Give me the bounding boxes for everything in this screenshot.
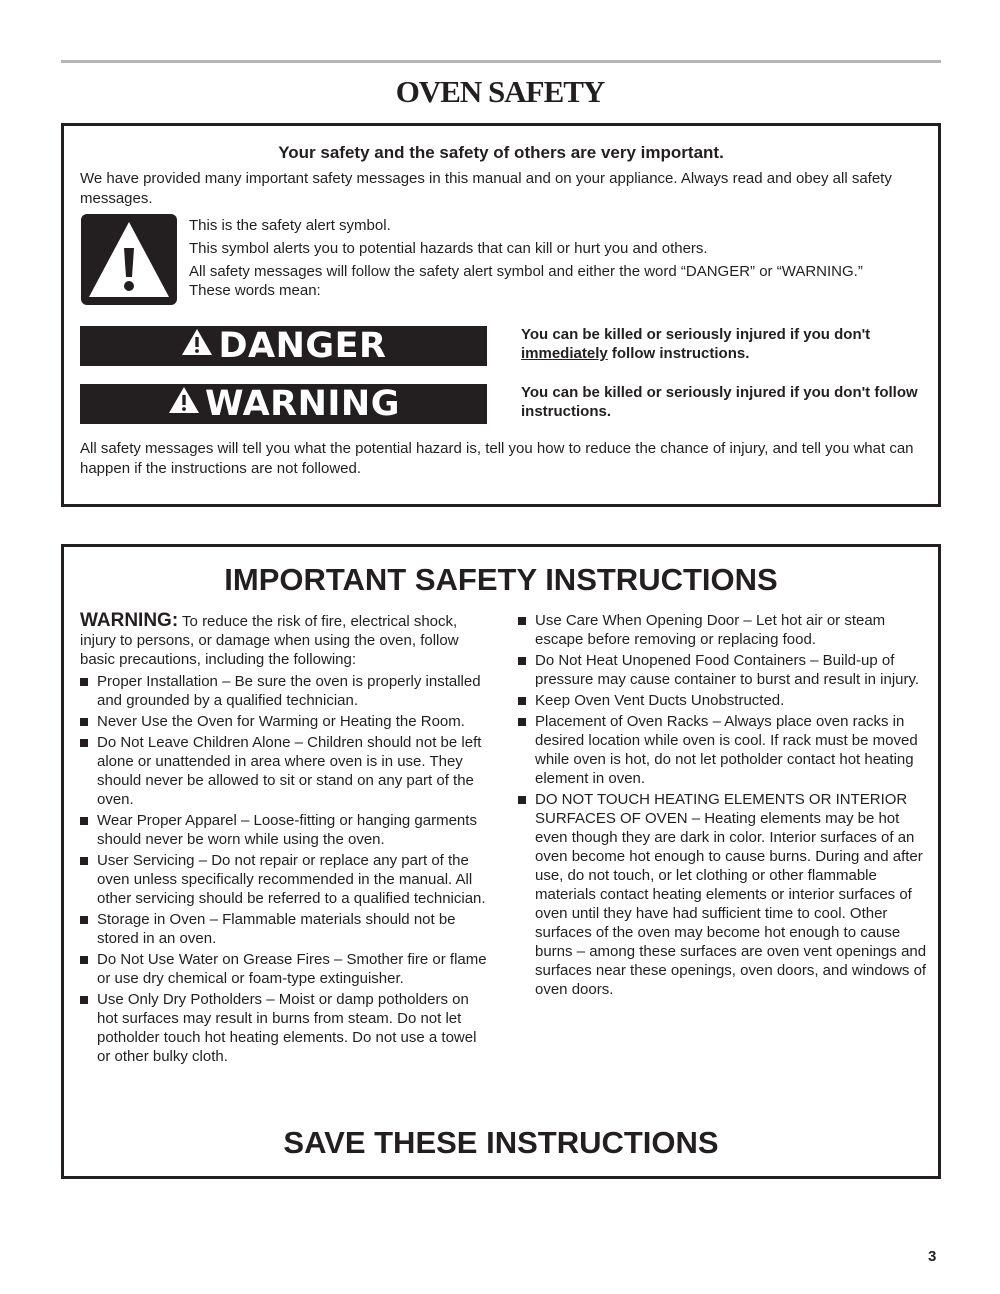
list-item-text: Never Use the Oven for Warming or Heating the Room. bbox=[97, 713, 465, 730]
top-divider bbox=[61, 60, 941, 63]
danger-desc-text: You can be killed or seriously injured if you don't bbox=[521, 326, 871, 343]
alert-explanation bbox=[189, 216, 869, 304]
instructions-title: IMPORTANT SAFETY INSTRUCTIONS bbox=[224, 562, 778, 597]
warning-intro-text: To reduce the risk of fire, electrical shock, injury to persons, or damage when using the oven, follow basic precautions, including the following: bbox=[80, 613, 459, 668]
safety-heading: Your safety and the safety of others are very important. bbox=[278, 143, 724, 162]
list-item bbox=[80, 811, 490, 849]
list-item bbox=[80, 733, 490, 809]
page-title: OVEN SAFETY bbox=[395, 74, 605, 109]
list-item-text: DO NOT TOUCH HEATING ELEMENTS OR INTERIOR SURFACES OF OVEN – Heating elements may be hot even though they are dark in color. Interior surfaces of an oven become hot enough to cause burns. During and after use, do not touch, or let clothing or other flammable materials contact heating elements or interior surfaces of oven until they have had sufficient time to cool. Other surfaces of the oven may become hot enough to cause burns – among these surfaces are oven vent openings and surfaces near these openings, oven doors, and windows of oven doors. bbox=[535, 791, 927, 998]
list-item-text: Proper Installation – Be sure the oven is properly installed and grounded by a qualified technician. bbox=[97, 673, 481, 709]
list-item-text: Placement of Oven Racks – Always place oven racks in desired location while oven is cool. If rack must be moved while oven is hot, do not let potholder contact hot heating element in oven. bbox=[535, 713, 918, 787]
bullet-square-icon bbox=[518, 617, 526, 625]
list-item-text: Do Not Heat Unopened Food Containers – Build-up of pressure may cause container to burst and result in injury. bbox=[535, 652, 920, 688]
bullet-square-icon bbox=[80, 916, 88, 924]
list-item bbox=[80, 990, 490, 1066]
safety-message-box bbox=[61, 123, 941, 507]
safety-intro: We have provided many important safety messages in this manual and on your appliance. Always read and obey all safety messages. bbox=[80, 170, 892, 207]
instructions-box bbox=[61, 544, 941, 1179]
danger-signal-bar bbox=[80, 326, 487, 366]
list-item bbox=[80, 672, 490, 710]
bullet-square-icon bbox=[80, 996, 88, 1004]
list-item-text: Storage in Oven – Flammable materials should not be stored in an oven. bbox=[97, 911, 456, 947]
page-number: 3 bbox=[928, 1248, 937, 1265]
list-item bbox=[80, 910, 490, 948]
list-item bbox=[518, 691, 930, 710]
danger-desc-emphasis: immediately bbox=[521, 345, 608, 362]
alert-line: All safety messages will follow the safety alert symbol and either the word “DANGER” or “WARNING.” These words mean: bbox=[189, 263, 863, 299]
list-item-text: Keep Oven Vent Ducts Unobstructed. bbox=[535, 692, 785, 709]
list-item-text: Wear Proper Apparel – Loose-fitting or hanging garments should never be worn while using the oven. bbox=[97, 812, 477, 848]
alert-line: This is the safety alert symbol. bbox=[189, 217, 391, 234]
list-item-text: Use Care When Opening Door – Let hot air or steam escape before removing or replacing food. bbox=[535, 612, 886, 648]
warning-label: WARNING bbox=[205, 384, 400, 424]
list-item bbox=[518, 790, 930, 999]
safety-outro: All safety messages will tell you what the potential hazard is, tell you how to reduce the chance of injury, and tell you what can happen if the instructions are not followed. bbox=[80, 440, 914, 477]
bullet-square-icon bbox=[80, 817, 88, 825]
bullet-square-icon bbox=[518, 796, 526, 804]
alert-line: This symbol alerts you to potential hazards that can kill or hurt you and others. bbox=[189, 240, 708, 257]
alert-triangle-icon bbox=[167, 384, 201, 424]
bullet-square-icon bbox=[80, 739, 88, 747]
list-item bbox=[518, 651, 930, 689]
danger-description bbox=[521, 325, 921, 363]
list-item bbox=[518, 611, 930, 649]
bullet-square-icon bbox=[518, 657, 526, 665]
warning-exclamation-icon bbox=[81, 214, 177, 305]
bullet-square-icon bbox=[80, 718, 88, 726]
bullet-square-icon bbox=[518, 697, 526, 705]
list-item-text: Use Only Dry Potholders – Moist or damp potholders on hot surfaces may result in burns from steam. Do not let potholder touch hot heating elements. Do not use a towel or other bulky cloth. bbox=[97, 991, 477, 1065]
instructions-left-column bbox=[80, 611, 490, 1068]
list-item-text: Do Not Use Water on Grease Fires – Smother fire or flame or use dry chemical or foam-type extinguisher. bbox=[97, 951, 487, 987]
right-bullet-list bbox=[518, 611, 930, 999]
save-instructions-title: SAVE THESE INSTRUCTIONS bbox=[283, 1125, 719, 1160]
instructions-right-column bbox=[518, 611, 930, 1001]
list-item bbox=[80, 950, 490, 988]
bullet-square-icon bbox=[80, 956, 88, 964]
danger-label: DANGER bbox=[218, 326, 387, 366]
warning-intro bbox=[80, 611, 490, 669]
list-item bbox=[518, 712, 930, 788]
alert-triangle-icon bbox=[180, 326, 214, 366]
list-item bbox=[80, 851, 490, 908]
bullet-square-icon bbox=[518, 718, 526, 726]
warning-signal-bar bbox=[80, 384, 487, 424]
danger-desc-text-end: follow instructions. bbox=[607, 345, 750, 362]
bullet-square-icon bbox=[80, 678, 88, 686]
warning-description: You can be killed or seriously injured if you don't follow instructions. bbox=[521, 384, 918, 420]
list-item-text: Do Not Leave Children Alone – Children should not be left alone or unattended in area where oven is in use. They should never be allowed to sit or stand on any part of the oven. bbox=[97, 734, 482, 808]
left-bullet-list bbox=[80, 672, 490, 1066]
list-item-text: User Servicing – Do not repair or replace any part of the oven unless specifically recommended in the manual. All other servicing should be referred to a qualified technician. bbox=[97, 852, 486, 907]
warning-intro-label: WARNING: bbox=[80, 610, 179, 631]
list-item bbox=[80, 712, 490, 731]
bullet-square-icon bbox=[80, 857, 88, 865]
